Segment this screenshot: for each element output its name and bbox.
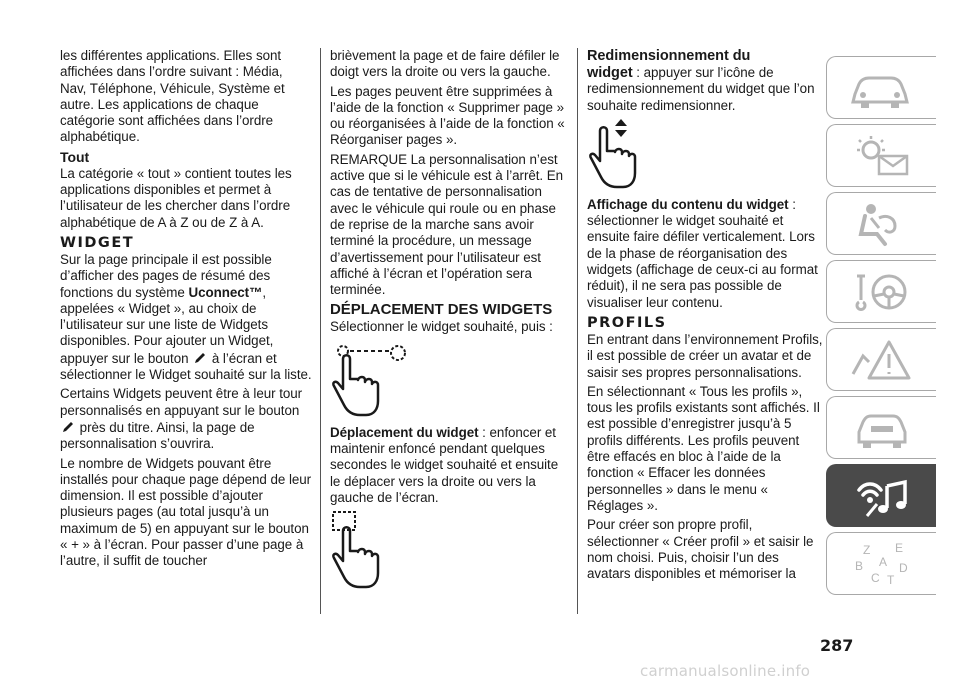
- car-service-icon: [849, 404, 915, 452]
- watermark: carmanualsonline.info: [640, 662, 811, 680]
- tab-starting-driving[interactable]: [826, 260, 936, 323]
- paragraph: Affichage du contenu du widget : sélectionner le widget souhaité et ensuite faire défiler verticalement. Lors de la phase de réorganisation des widgets (affichage de ceux-ci au format réduit), il ne sera pas possible de visualiser leur contenu.: [587, 196, 818, 310]
- paragraph: brièvement la page et de faire défiler le doigt vers la droite ou vers la gauche.: [330, 48, 560, 80]
- paragraph: Pour créer son propre profil, sélectionner « Créer profil » et saisir le nom choisi. Puis, choisir l’un des avatars disponibles et mémoriser la: [587, 517, 814, 582]
- tab-safety[interactable]: [826, 192, 936, 255]
- column-1: [60, 48, 312, 573]
- pencil-icon: [60, 419, 76, 435]
- paragraph: En entrant dans l’environnement Profils, il est possible de créer un avatar et de saisir ses propres personnalisations.: [587, 331, 823, 380]
- tab-emergency[interactable]: [826, 328, 936, 391]
- drag-gesture-icon: [330, 339, 420, 421]
- column-divider: [320, 48, 321, 614]
- paragraph: La catégorie « tout » contient toutes les applications disponibles et permet à l’utilisateur de les chercher dans l’ordre alphabétique de A à Z ou de Z à A.: [60, 165, 292, 230]
- tab-warning-lights[interactable]: [826, 124, 936, 187]
- airbag-seat-icon: [849, 200, 915, 248]
- paragraph: En sélectionnant « Tous les profils », tous les profils existants sont affichés. Il est possible d’enregistrer jusqu’à 5 profils différents. Les profils peuvent être effacés en bloc à l’aide de la fonction « Effacer les données personnelles » dans le menu « Réglages ».: [587, 383, 820, 513]
- paragraph: Certains Widgets peuvent être à leur tour personnalisés en appuyant sur le bouton près du titre. Ainsi, la page de personnalisation s’ouvrira.: [60, 386, 303, 452]
- paragraph: Les pages peuvent être supprimées à l’aide de la fonction « Supprimer page » ou réorganisées à l’aide de la fonction « Réorganiser pages ».: [330, 83, 565, 148]
- paragraph: Déplacement du widget : enfoncer et maintenir enfoncé pendant quelques secondes le widget souhaité et ensuite le déplacer vers la droite ou vers la gauche de l’écran.: [330, 424, 559, 505]
- page-number: 287: [820, 636, 854, 655]
- tab-car[interactable]: [826, 56, 936, 119]
- paragraph: REMARQUE La personnalisation n’est active que si le véhicule est à l’arrêt. En cas de tentative de personnalisation avec le véhicule qui roule ou en phase de reprise de la marche sans avoir terminé la procédure, un message d’avertissement pour l’utilisateur est affiché à l’écran et l’opération sera terminée.: [330, 151, 564, 298]
- index-letter: Z: [862, 542, 870, 557]
- heading-widget: WIDGET: [60, 234, 135, 251]
- index-letter: C: [870, 570, 880, 585]
- tab-maintenance[interactable]: [826, 396, 936, 459]
- index-letter: D: [898, 560, 908, 575]
- index-letter: A: [878, 554, 887, 569]
- heading-deplacement: DÉPLACEMENT DES WIDGETS: [330, 301, 553, 319]
- heading-profils: PROFILS: [587, 314, 667, 331]
- alphabet-index-icon: [849, 540, 915, 588]
- steering-key-icon: [849, 268, 915, 316]
- paragraph: widget : appuyer sur l’icône de redimensionnement du widget que l’on souhaite redimensionner.: [587, 65, 815, 113]
- multimedia-icon: [849, 472, 915, 520]
- roadside-warning-icon: [849, 336, 915, 384]
- paragraph: Sur la page principale il est possible d’afficher des pages de résumé des fonctions du système Uconnect™, appelées « Widget », au choix de l’utilisateur sur une liste de Widgets disponibles. Pour ajouter un Widget, appuyer sur le bouton à l’écran et sélectionner le Widget souhaité sur la liste.: [60, 251, 312, 383]
- heading-redimensionnement: Redimensionnement du: [587, 48, 751, 64]
- move-gesture-icon: [330, 509, 390, 593]
- chapter-tabs: [826, 56, 936, 600]
- tab-index[interactable]: [826, 532, 936, 595]
- pencil-icon: [192, 350, 208, 366]
- paragraph: les différentes applications. Elles sont affichées dans l’ordre suivant : Média, Nav, Téléphone, Véhicule, Système et autre. Les applications de chaque catégorie sont affichées dans l’ordre alphabétique.: [60, 48, 285, 145]
- column-2: [330, 48, 568, 597]
- warning-lights-icon: [849, 132, 915, 180]
- column-divider: [577, 48, 578, 614]
- index-letter: E: [894, 540, 903, 555]
- column-3: [587, 48, 823, 585]
- paragraph: Le nombre de Widgets pouvant être installés pour chaque page dépend de leur dimension. Il est possible d’ajouter plusieurs pages (au total jusqu’à un maximum de 5) en appuyant sur le bouton « + » à l’écran. Pour passer d’une page à l’autre, il suffit de toucher: [60, 455, 312, 569]
- index-letter: T: [886, 572, 894, 587]
- paragraph: Sélectionner le widget souhaité, puis :: [330, 319, 553, 335]
- car-icon: [849, 64, 915, 112]
- index-letter: B: [854, 558, 863, 573]
- resize-gesture-icon: [587, 117, 647, 193]
- heading-tout: Tout: [60, 148, 90, 165]
- tab-multimedia[interactable]: [826, 464, 936, 527]
